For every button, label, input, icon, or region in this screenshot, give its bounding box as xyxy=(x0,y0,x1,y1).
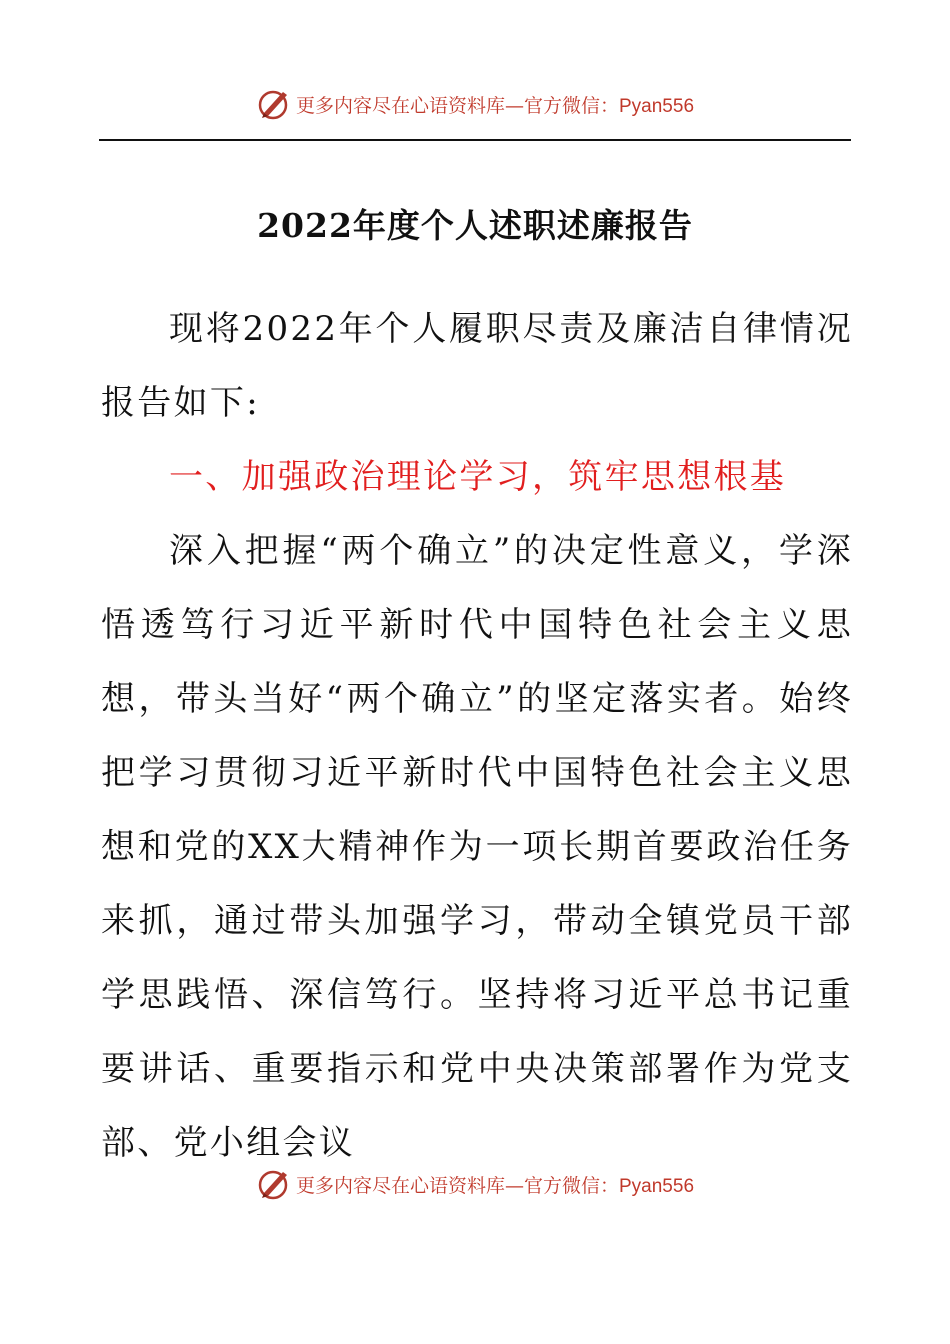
pen-logo-icon xyxy=(256,86,292,122)
pen-logo-icon xyxy=(256,1166,292,1202)
document-body xyxy=(101,292,853,1180)
banner-text: 更多内容尽在心语资料库—官方微信： xyxy=(295,1174,619,1197)
header-banner xyxy=(0,84,950,124)
header-divider xyxy=(99,139,851,141)
banner-text: 更多内容尽在心语资料库—官方微信： xyxy=(295,94,619,117)
banner-label xyxy=(296,1171,694,1198)
document-title: 2022年度个人述职述廉报告 xyxy=(257,206,693,245)
intro-paragraph: 现将2022年个人履职尽责及廉洁自律情况报告如下: xyxy=(101,309,853,423)
banner-wechat-id: Pyan556 xyxy=(619,95,695,117)
banner-label xyxy=(296,91,694,118)
section-heading-1: 一、加强政治理论学习，筑牢思想根基 xyxy=(169,457,787,497)
banner-wechat-id: Pyan556 xyxy=(619,1175,695,1197)
footer-banner xyxy=(0,1164,950,1204)
section-paragraph-1: 深入把握“两个确立”的决定性意义，学深悟透笃行习近平新时代中国特色社会主义思想，带头当好“两个确立”的坚定落实者。始终把学习贯彻习近平新时代中国特色社会主义思想和党的XX大精神作为一项长期首要政治任务来抓，通过带头加强学习，带动全镇党员干部学思践悟、深信笃行。坚持将习近平总书记重要讲话、重要指示和党中央决策部署作为党支部、党小组会议 xyxy=(101,531,853,1163)
